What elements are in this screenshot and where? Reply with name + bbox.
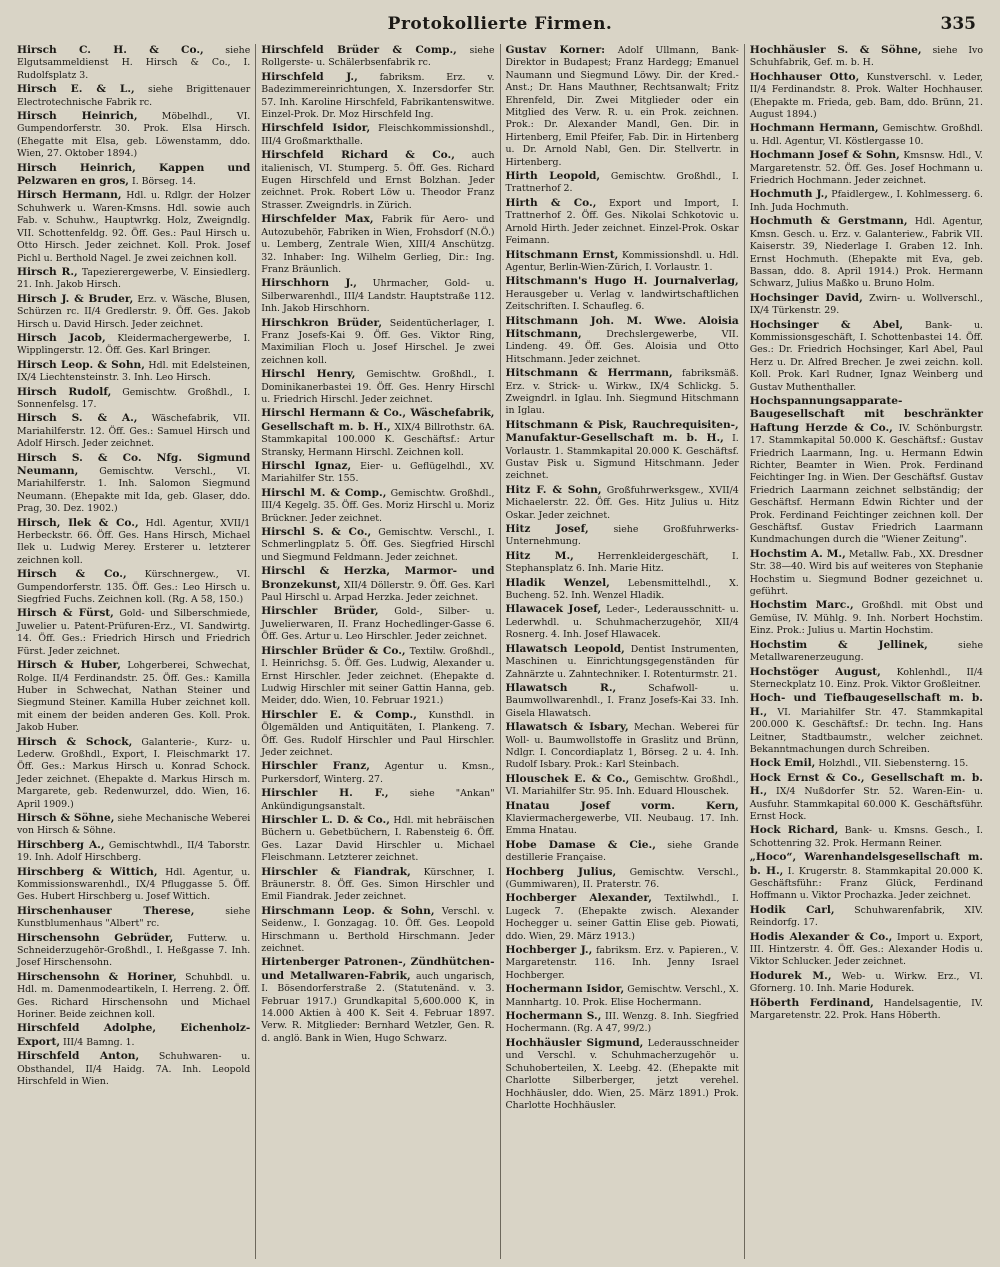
firm-details: Bank- u. Kommissionsgeschäft, I. Schottenbastei 14. Öff. Ges.: Dr. Friedrich Hochsinger, Karl Abel, Paul Herz u. Dr. Alfred Brecher. Je zwei zeichn. koll. Koll. Prok. Karl Rudner, Ignaz Weinberg und Gustav Muthenthaller. [749,319,983,393]
firm-entry [506,275,739,313]
firm-name: Hirschfeld J., [261,70,358,83]
firm-name: Höberth Ferdinand, [749,996,874,1009]
firm-name: Hochmann Josef & Sohn, [749,149,900,162]
firm-details: Gemischtw. Verschl., (Gummiwaren), II. Praterstr. 76. [505,866,739,890]
firm-name: Hochmuth J., [749,188,829,201]
firm-details: fabriksm. Erz. v. Papieren., V. Margaretenstr. 116. Inh. Jenny Israel Hochberger. [505,945,739,981]
page-title: Protokollierte Firmen. [387,14,613,34]
firm-entry [750,904,983,930]
firm-name: Hirschfeld Isidor, [261,122,371,135]
firm-name: Hirsch S. & Co. Nfg. Sigmund Neumann, [17,451,251,477]
firm-name: Hock Ernst & Co., Gesellschaft m. b. H., [749,771,983,798]
firm-entry [506,315,739,367]
firm-name: Hobe Damase & Cie., [505,838,656,851]
firm-name: Hirschler Brüder & Co., [261,644,406,657]
firm-details: Herrenkleidergeschäft, I. Stephansplatz 6. Inh. Marie Hitz. [505,550,739,575]
firm-name: Hochsinger & Abel, [749,318,904,331]
firm-details: Mechan. Weberei für Woll- u. Baumwollstoffe in Graslitz und Brünn, Ndlgr. I. Concordiaplatz 1, Börseg. 2 u. 4. Inh. Rudolf Isbary. Prok.: Karl Steinbach. [505,722,739,771]
firm-details: IV. Schönburgstr. 17. Stammkapital 50.000 K. Geschäftsf.: Gustav Friedrich Laarmann, Ing. u. Hermann Edwin Richter, Beamter in Wien. Prok. Ferdinand Feichtinger Ing. in Wien. Der Geschäftsf. Gustav Friedrich Laarmann zeichnet selbständig; der Geschäftsf. Hermann Edwin Richter und der Prok. Ferdinand Feichtinger zeichnen koll. Der Geschäftsf. Gustav Friedrich Laarmann Kundmachungen durch die "Wiener Zeitung". [749,422,983,546]
firm-entry [750,666,983,692]
firm-entry [261,905,494,956]
firm-name: Hirsch C. H. & Co., [17,44,204,56]
firm-details: Schafwoll- u. Baumwollwarenhdl., I. Franz Josefs-Kai 33. Inh. Gisela Hlawatsch. [505,682,739,719]
firm-entry [17,1022,250,1049]
firm-entry [506,419,739,483]
firm-name: Hochberger J., [505,944,593,957]
firm-name: Hlouschek E. & Co., [505,772,630,785]
firm-entry [261,814,494,865]
firm-entry [17,162,250,189]
firm-details: Wäschefabrik, VII. Mariahilferstr. 12. Öff. Ges.: Samuel Hirsch und Adolf Hirsch. Jeder zeichnet. [17,413,251,450]
firm-name: Hochberg Julius, [505,865,617,878]
firm-entry [261,407,494,459]
firm-name: Hochhäusler S. & Söhne, [749,44,922,56]
firm-name: Hochmann Hermann, [749,122,879,135]
firm-entry [506,1010,739,1036]
firm-details: Gemischtw. Verschl., X. Mannhartg. 10. Prok. Elise Hochermann. [505,984,739,1008]
firm-name: Hock Richard, [749,824,839,837]
firm-entry [17,266,250,292]
firm-entry [506,603,739,641]
firm-details: Kunstverschl. v. Leder, II/4 Ferdinandstr. 8. Prok. Walter Hochhauser. (Ehepakte m. Frieda, geb. Bam, ddo. Brünn, 21. August 1894.) [749,71,983,121]
firm-name: Hirsch E. & L., [17,83,135,96]
firm-details: siehe Mechanische Weberei von Hirsch & Söhne. [17,812,251,837]
firm-details: Hdl. Agentur, Kmsn. Gesch. u. Erz. v. Galanteriew., Fabrik VII. Kaiserstr. 39, Niederlage I. Graben 12. Inh. Ernst Hochmuth. (Ehepakte mit Eva, geb. Bassan, ddo. 8. April 1914.) Prok. Hermann Schwarz, Julius Maßko u. Bruno Holm. [749,216,983,290]
firm-details: Lohgerberei, Schwechat, Rolge. II/4 Ferdinandstr. 25. Öff. Ges.: Kamilla Huber in Schwechat, Nathan Steiner und Siegmund Steiner. Kamilla Huber zeichnet koll. mit einem der beiden anderen Ges. Koll. Prok. Jakob Huber. [17,660,251,734]
firm-entry [261,149,494,212]
firm-name: Hitz M., [505,549,574,562]
firm-details: Großfuhrwerksgew., XVII/4 Michaelerstr. 22. Öff. Ges. Hitz Julius u. Hitz Oskar. Jeder zeichnet. [505,484,739,521]
firm-entry [17,110,250,161]
firm-name: „Hoco“, Warenhandelsgesellschaft m. b. H., [749,851,983,877]
firm-name: Hirth & Co., [505,196,597,209]
firm-name: Hirsch & Co., [17,568,127,581]
firm-details: siehe Rollgerste- u. Schälerbsenfabrik rc. [261,45,495,69]
firm-entry [261,526,494,564]
firm-details: IX/4 Nußdorfer Str. 52. Waren-Ein- u. Ausfuhr. Stammkapital 60.000 K. Geschäftsführ. Ernst Hock. [749,786,983,822]
firm-details: Seidentücherlager, I. Franz Josefs-Kai 9. Öff. Ges. Viktor Ring, Maximilian Floch u. Josef Hirschel. Je zwei zeichnen koll. [261,317,495,366]
columns [12,44,988,1259]
firm-name: Hirschensohn Gebrüder, [17,931,174,944]
firm-name: Hirschl Henry, [261,368,356,381]
firm-details: Herausgeber u. Verlag v. landwirtschaftlichen Zeitschriften. I. Schaufleg. 6. [505,288,739,313]
firm-entry [750,548,983,599]
firm-entry [17,736,250,811]
firm-name: Hoch- und Tiefbaugesellschaft m. b. H., [749,692,983,718]
firm-name: Hochsinger David, [749,291,863,304]
firm-name: Hirschenhauser Therese, [17,904,195,917]
firm-entry [261,213,494,276]
firm-details: Import u. Export, III. Hintzerstr. 4. Öff. Ges.: Alexander Hodis u. Viktor Schlucker. Jeder zeichnet. [749,931,983,968]
firm-name: Hirsch, Ilek & Co., [17,516,139,529]
firm-entry [17,812,250,838]
firm-entry [261,317,494,368]
firm-entry [750,997,983,1023]
firm-entry [506,1037,739,1112]
firm-name: Hirschl S. & Co., [261,526,372,539]
firm-entry [506,643,739,681]
firm-entry [17,905,250,931]
firm-name: Hirsch Jacob, [17,331,106,344]
firm-details: Galanterie-, Kurz- u. Lederw. Großhdl., Export, I. Fleischmarkt 17. Öff. Ges.: Markus Hirsch u. Konrad Schock. Jeder zeichnet. (Ehepakte d. Markus Hirsch m. Margarete, geb. Redenwurzel, ddo. Wien, 16. April 1909.) [17,736,251,810]
firm-name: Hitz Josef, [505,523,589,536]
firm-entry [750,319,983,394]
firm-details: siehe Elgutsammeldienst H. Hirsch & Co., I. Rudolfsplatz 3. [17,45,251,81]
firm-details: Gemischtw. Verschl., VI. Mariahilferstr. 1. Inh. Salomon Siegmund Neumann. (Ehepakte mit Ida, geb. Glaser, ddo. Prag, 30. Dez. 1902.) [17,466,251,515]
firm-name: Hirsch Leop. & Sohn, [17,358,145,371]
firm-name: Hodis Alexander & Co., [749,930,893,943]
firm-name: Hirschl M. & Comp., [261,486,387,499]
firm-name: Hirschmann Leop. & Sohn, [261,904,435,917]
firm-name: Gustav Korner: [505,44,606,56]
firm-name: Hirschberg & Wittich, [17,865,158,878]
firm-details: Schuhwaren- u. Obsthandel, II/4 Haidg. 7A. Inh. Leopold Hirschfeld in Wien. [17,1051,251,1088]
firm-entry [17,83,250,109]
firm-entry [750,149,983,187]
firm-name: Hirschfeld Anton, [17,1050,140,1063]
firm-details: Gemischtw. Großhdl., VI. Mariahilfer Str. 95. Inh. Eduard Hlouschek. [505,773,739,798]
column-3 [501,44,745,1259]
firm-details: Kunsthdl. in Ölgemälden und Antiquitäten, I. Plankeng. 7. Öff. Ges. Rudolf Hirschler und Paul Hirschler. Jeder zeichnet. [261,709,495,758]
page-header [12,14,988,40]
firm-name: Hirschhorn J., [261,277,357,290]
firm-name: Hirschberg A., [17,838,105,851]
firm-entry [261,709,494,760]
firm-details: Gemischtw. Großhdl., I. Sonnenfelsg. 17. [17,386,251,410]
firm-name: Hirschler E. & Comp., [261,708,417,721]
firm-entry [17,568,250,606]
firm-name: Hitschmann Joh. M. Wwe. Aloisia Hitschmann, [505,314,739,340]
firm-details: Schuhbdl. u. Hdl. m. Damenmodeartikeln, I. Herreng. 2. Öff. Ges. Richard Hirschensohn und Michael Horiner. Beide zeichnen koll. [17,971,251,1021]
firm-details: Gemischtw. Großhdl., I. Dominikanerbastei 19. Öff. Ges. Henry Hirschl u. Friedrich Hirschl. Jeder zeichnet. [261,369,495,405]
firm-details: siehe Brigittenauer Electrotechnische Fabrik rc. [17,84,251,108]
firm-entry [750,395,983,547]
firm-details: Uhrmacher, Gold- u. Silberwarenhdl., III/4 Landstr. Hauptstraße 112. Inh. Jakob Hirschhorn. [261,278,495,315]
firm-details: Drechslergewerbe, VII. Lindeng. 49. Öff. Ges. Aloisia und Otto Hitschmann. Jeder zeichnet. [505,328,739,365]
firm-entry [261,760,494,786]
firm-name: Hirsch & Söhne, [17,811,115,824]
firm-entry [506,721,739,772]
firm-entry [506,249,739,275]
firm-entry [17,386,250,412]
firm-name: Hirsch S. & A., [17,412,138,425]
firm-details: Lebensmittelhdl., X. Bucheng. 52. Inh. Wenzel Hladik. [505,577,739,602]
firm-details: Eier- u. Geflügelhdl., XV. Mariahilfer Str. 155. [261,461,495,485]
firm-details: Hdl. Agentur, u. Kommissionswarenhdl., IX/4 Pfluggasse 5. Öff. Ges. Hubert Hirschberg u. Josef Wittich. [17,866,251,903]
firm-entry [261,487,494,525]
firm-details: I. Krugerstr. 8. Stammkapital 20.000 K. Geschäftsführ.: Franz Glück, Ferdinand Hoffmann u. Viktor Prochazka. Jeder zeichnet. [749,865,984,902]
firm-details: Kohlenhdl., II/4 Sterneckplatz 10. Einz. Prok. Viktor Großleitner. [749,666,983,690]
firm-details: Gold- und Silberschmiede, Juwelier u. Patent-Prüfuren-Erz., VI. Sandwirtg. 14. Öff. Ges.: Friedrich Hirsch und Friedrich Fürst. Jeder zeichnet. [17,608,251,657]
firm-name: Hirsch J. & Bruder, [17,292,134,305]
firm-name: Hirtenberger Patronen-, Zündhütchen- und Metallwaren-Fabrik, [261,956,495,982]
firm-name: Hirschfelder Max, [261,213,374,226]
firm-details: Erz. v. Wäsche, Blusen, Schürzen rc. II/4 Gredlerstr. 9. Öff. Ges. Jakob Hirsch u. David Hirsch. Jeder zeichnet. [17,293,251,330]
firm-entry [17,452,250,516]
firm-details: Handelsagentie, IV. Margaretenstr. 22. Prok. Hans Höberth. [749,997,983,1022]
firm-entry [506,197,739,248]
firm-entry [261,71,494,122]
firm-name: Hirschler Brüder, [261,605,379,618]
firm-details: Kommissionshdl. u. Hdl. Agentur, Berlin-Wien-Zürich, I. Vorlaustr. 1. [505,249,739,273]
firm-details: Gemischtwhdl., II/4 Taborstr. 19. Inh. Adolf Hirschberg. [17,839,251,864]
firm-entry [750,122,983,148]
firm-name: Hnatau Josef vorm. Kern, [505,799,739,812]
firm-details: Fabrik für Aero- und Autozubehör, Fabriken in Wien, Frohsdorf (N.Ö.) u. Lemberg, Zentrale Wien, XIII/4 Anschützg. 32. Inhaber: Ing. Wilhelm Gerlieg, Dir.: Ing. Franz Bräunlich. [261,214,495,275]
firm-entry [506,866,739,892]
firm-details: Kürschnergew., VI. Gumpendorferstr. 135. Öff. Ges.: Leo Hirsch u. Siegfried Fuchs. Zeichnen koll. (Rg. A 58, 150.) [17,569,251,606]
firm-entry [261,44,494,70]
firm-details: Hdl. Agentur, XVII/1 Herbeckstr. 66. Öff. Ges. Hans Hirsch, Michael Ilek u. Ludwig Merey. Ersterer u. letzterer zeichnen koll. [17,517,251,566]
firm-entry [750,692,983,756]
firm-entry [506,983,739,1009]
firm-name: Hochspannungsapparate-Baugesellschaft mit beschränkter Haftung Herzde & Co., [749,394,983,434]
firm-name: Hladik Wenzel, [505,576,610,589]
firm-details: Klaviermachergewerbe, VII. Neubaug. 17. Inh. Emma Hnatau. [505,812,739,837]
firm-details: Tapezierergewerbe, V. Einsiedlerg. 21. Inh. Jakob Hirsch. [17,266,251,291]
firm-name: Hirschl Hermann & Co., Wäschefabrik, Gesellschaft m. b. H., [261,407,495,433]
firm-details: auch ungarisch, I. Bösendorferstraße 2. (Statutenänd. v. 3. Februar 1917.) Grundkapital 5,600.000 K, in 14.000 Aktien à 400 K. Seit 4. Februar 1897. Verw. R. Mitglieder: Bernhard Wetzler, Gen. R. d. anglö. Bank in Wien, Hugo Schwarz. [261,970,495,1044]
firm-name: Hochstim A. M., [749,547,846,560]
firm-name: Hirschfeld Richard & Co., [261,149,455,162]
firm-details: Kleidermachergewerbe, I. Wipplingerstr. 12. Öff. Ges. Karl Bringer. [17,332,251,357]
firm-name: Hlawacek Josef, [505,603,602,616]
firm-entry [261,866,494,904]
firm-entry [506,44,739,169]
firm-details: siehe Grande destillerie Française. [505,839,739,864]
firm-name: Hochermann S., [505,1010,602,1023]
firm-name: Hochhauser Otto, [749,70,860,83]
firm-details: Agentur u. Kmsn., Purkersdorf, Winterg. 27. [261,761,495,785]
firm-details: Web- u. Wirkw. Erz., VI. Gfornerg. 10. Inh. Marie Hodurek. [749,970,984,995]
firm-details: Adolf Ullmann, Bank-Direktor in Budapest; Franz Hardegg; Emanuel Naumann und Siegmund Löwy. Dir. der Kred.-Anst.; Dr. Hans Mauthner, Rechtsanwalt; Fritz Ehrenfeld, Dir. Zwei Mitglieder oder ein Mitglied des Verw. R. u. ein Prok. zeichnen. Prok.: Dr. Alexander Mandl, Gen. Dir. in Hirtenberg, Emil Pfeifer, Fab. Dir. in Hirtenberg u. Dr. Arnold Nabl, Gen. Dir. Stellvertr. in Hirtenberg. [505,45,739,168]
firm-entry [750,757,983,770]
firm-entry [261,565,494,604]
firm-name: Hirth Leopold, [505,170,601,183]
firm-name: Hirsch Rudolf, [17,385,112,398]
firm-details: Gemischtw. Großhdl., III/4 Kegelg. 35. Öff. Ges. Moriz Hirschl u. Moriz Brückner. Jeder zeichnet. [261,487,495,524]
firm-entry [506,682,739,720]
column-2 [256,44,500,1259]
firm-details: siehe Kunstblumenhaus "Albert" rc. [17,905,251,930]
firm-name: Hirsch & Schock, [17,735,133,748]
firm-name: Hirschkron Brüder, [261,316,383,329]
firm-details: Kmsnsw. Hdl., V. Margaretenstr. 52. Öff. Ges. Josef Hochmann u. Friedrich Hochmann. Jeder zeichnet. [749,150,984,187]
firm-details: Gemischtw. Verschl., I. Schmerlingplatz 5. Öff. Ges. Siegfried Hirschl und Siegmund Feldmann. Jeder zeichnet. [261,527,495,563]
firm-details: Gemischtw. Großhdl., I. Trattnerhof 2. [505,171,739,195]
firm-name: Hitschmann Ernst, [505,248,619,261]
firm-details: Schuhwarenfabrik, XIV. Reindorfg. 17. [749,904,984,929]
firm-entry [750,639,983,665]
firm-entry [261,956,494,1045]
firm-name: Hirschl Ignaz, [261,460,352,472]
firm-details: I. Börseg. 14. [131,176,196,188]
firm-entry [750,215,983,290]
firm-name: Hirsch R., [17,265,78,278]
firm-name: Hirschler Franz, [261,760,370,773]
firm-details: Gold-, Silber- u. Juwelierwaren, II. Franz Hochedlinger-Gasse 6. Öff. Ges. Artur u. Leo Hirschler. Jeder zeichnet. [261,606,495,643]
firm-name: Hirsch Heinrich, Kappen und Pelzwaren en gros, [17,161,251,188]
firm-name: Hlawatsch R., [505,681,617,694]
firm-entry [750,188,983,214]
firm-entry [506,170,739,196]
firm-entry [17,517,250,568]
firm-name: Hochstöger August, [749,665,881,678]
firm-entry [261,645,494,708]
firm-details: auch italienisch, VI. Stumperg. 5. Öff. Ges. Richard Eugen Hirschfeld und Ernst Bolzhan. Jeder zeichnet. Prok. Robert Löw u. Theodor Franz Strasser. Zweigndrls. in Zürich. [261,150,495,211]
firm-details: Hdl. u. Rdlgr. der Holzer Schuhwerk u. Waren-Kmsns. Hdl. sowie auch Fab. v. Schuhw., Hauptwrkg. Holz, Zweigndlg. VII. Schottenfeldg. 92. Öff. Ges.: Paul Hirsch u. Otto Hirsch. Jeder zeichnet. Koll. Prok. Josef Pichl u. Berthold Nagel. Je zwei zeichnen koll. [17,190,251,264]
firm-name: Hodik Carl, [749,903,835,916]
firm-entry [17,332,250,358]
firm-details: Hdl. mit hebräischen Büchern u. Gebetbüchern, I. Rabensteig 6. Öff. Ges. Lazar David Hirschler u. Michael Fleischmann. Letzterer zeichnet. [261,814,495,864]
firm-details: Zwirn- u. Wollverschl., IX/4 Türkenstr. 29. [749,292,983,317]
firm-entry [750,824,983,850]
firm-entry [750,931,983,969]
firm-entry [17,932,250,970]
firm-details: Export und Import, I. Trattnerhof 2. Öff. Ges. Nikolai Schkotovic u. Arnold Hirth. Jeder zeichnet. Einzel-Prok. Oskar Feimann. [505,197,739,247]
firm-name: Hirschfeld Brüder & Comp., [261,44,457,56]
firm-details: fabriksmäß. Erz. v. Strick- u. Wirkw., IX/4 Schlickg. 5. Zweigndrl. in Iglau. Inh. Siegmund Hitschmann in Iglau. [505,368,739,417]
firm-details: Holzhdl., VII. Siebensterng. 15. [818,758,969,770]
firm-entry [750,71,983,122]
firm-entry [750,772,983,824]
firm-entry [17,1050,250,1088]
firm-entry [261,605,494,643]
firm-details: III. Wenzg. 8. Inh. Siegfried Hochermann. (Rg. A 47, 99/2.) [505,1011,739,1035]
firm-entry [261,368,494,406]
firm-entry [17,971,250,1022]
firm-details: Leder-, Lederausschnitt- u. Lederwhdl. u. Schuhmacherzugehör, XII/4 Rosnerg. 4. Inh. Josef Hlawacek. [505,604,739,641]
firm-entry [261,787,494,813]
firm-entry [506,839,739,865]
firm-name: Hodurek M., [749,969,832,982]
firm-entry [261,277,494,315]
firm-name: Hirsch Heinrich, [17,110,138,123]
firm-details: Fleischkommissionshdl., III/4 Großmarkthalle. [261,123,495,147]
firm-name: Hitschmann & Herrmann, [505,367,673,380]
firm-entry [506,944,739,982]
firm-name: Hochstim Marc., [749,599,854,612]
firm-details: Gemischtw. Großhdl. u. Hdl. Agentur, VI. Köstlergasse 10. [749,123,983,147]
firm-name: Hlawatsch & Isbary, [505,721,629,734]
firm-details: Bank- u. Kmsns. Gesch., I. Schottenring 32. Prok. Hermann Reiner. [749,825,984,849]
firm-details: Textilwhdl., I. Lugeck 7. (Ehepakte zwisch. Alexander Hochegger u. seiner Gattin Elise geb. Piowati, ddo. Wien, 29. März 1913.) [505,893,739,942]
firm-entry [750,292,983,318]
firm-name: Hirschler L. D. & Co., [261,813,390,826]
firm-details: siehe Großfuhrwerks-Unternehmung. [505,524,739,548]
firm-name: Hirschler & Fiandrak, [261,865,411,878]
firm-name: Hochberger Alexander, [505,892,652,905]
firm-name: Hirschfeld Adolphe, Eichenholz-Export, [17,1022,251,1048]
firm-name: Hirschl & Herzka, Marmor- und Bronzekunst, [261,565,495,591]
firm-entry [17,839,250,865]
firm-name: Hirsch Hermann, [17,189,122,202]
firm-details: XIX/4 Billrothstr. 6A. Stammkapital 100.000 K. Geschäftsf.: Artur Stransky, Hermann Hirschl. Zeichnen koll. [261,421,495,458]
firm-name: Hochhäusler Sigmund, [505,1036,644,1049]
firm-entry [17,44,250,82]
firm-entry [261,122,494,148]
firm-entry [506,773,739,799]
firm-name: Hirsch & Fürst, [17,607,114,620]
firm-name: Hitschmann's Hugo H. Journalverlag, [505,275,739,288]
firm-details: III/4 Bamng. 1. [63,1036,135,1048]
firm-name: Hirsch & Huber, [17,659,121,672]
firm-details: siehe Metallwarenerzeugung. [749,639,983,664]
firm-details: Pfaidlergew., I. Kohlmesserg. 6. Inh. Juda Hochmuth. [749,189,983,213]
firm-name: Hochermann Isidor, [505,983,625,996]
firm-details: siehe Ivo Schuhfabrik, Gef. m. b. H. [749,45,983,69]
firm-details: Kürschner, I. Bräunerstr. 8. Öff. Ges. Simon Hirschler und Emil Fiandrak. Jeder zeichnet. [261,866,495,903]
column-1 [12,44,256,1259]
firm-name: Hochmuth & Gerstmann, [749,215,908,228]
firm-name: Hlawatsch Leopold, [505,642,625,655]
firm-name: Hitz F. & Sohn, [505,483,602,496]
firm-details: Möbelhdl., VI. Gumpendorferstr. 30. Prok. Elsa Hirsch. (Ehegatte mit Elsa, geb. Löwenstamm, ddo. Wien, 27. Oktober 1894.) [17,111,251,160]
firm-entry [17,866,250,904]
firm-details: siehe "Ankan" Ankündigungsanstalt. [261,788,495,812]
firm-entry [506,550,739,576]
firm-details: Futterw. u. Schneiderzugehör-Großhdl., I. Heßgasse 7. Inh. Josef Hirschensohn. [17,932,251,969]
firm-details: Textilw. Großhdl., I. Heinrichsg. 5. Öff. Ges. Ludwig, Alexander u. Ernst Hirschler. Jeder zeichnet. (Ehepakte d. Ludwig Hirschler mit seiner Gattin Hanna, geb. Meider, ddo. Wien, 10. Februar 1921.) [261,645,495,707]
firm-entry [506,367,739,418]
firm-details: Verschl. v. Seidenw., I. Gonzagag. 10. Öff. Ges. Leopold Hirschmann u. Berthold Hirschmann. Jeder zeichnet. [261,905,495,955]
firm-name: Hirschler H. F., [261,787,389,800]
firm-details: fabriksm. Erz. v. Badezimmereinrichtungen, X. Inzersdorfer Str. 57. Inh. Karoline Hirschfeld, Fabrikantenswitwe. Einzel-Prok. Dr. Moz Hirschfeld Ing. [261,71,495,121]
firm-entry [506,800,739,838]
firm-entry [506,484,739,522]
firm-entry [750,44,983,70]
firm-entry [17,607,250,658]
firm-details: Großhdl. mit Obst und Gemüse, IV. Mühlg. 9. Inh. Norbert Hochstim. Einz. Prok.: Julius u. Martin Hochstim. [749,600,983,637]
firm-name: Hitschmann & Pisk, Rauchrequisiten-, Manufaktur-Gesellschaft m. b. H., [505,418,739,445]
firm-entry [261,460,494,486]
firm-entry [750,970,983,996]
firm-details: Metallw. Fab., XX. Dresdner Str. 38—40. Wird bis auf weiteres von Stephanie Hochstim u. Siegmund Bodner gezeichnet u. geführt. [749,548,983,598]
firm-entry [506,523,739,549]
firm-details: VI. Mariahilfer Str. 47. Stammkapital 200.000 K. Geschäftsf.: Dr. techn. Ing. Hans Leitner, Stadtbaumstr., welcher zeichnet. Bekanntmachungen durch Schreiben. [749,706,983,755]
firm-entry [17,659,250,734]
firm-details: Dentist Instrumenten, Maschinen u. Einrichtungsgegenständen für Zahnärzte u. Zahntechniker. I. Rotenturmstr. 21. [505,643,739,680]
column-4 [745,44,988,1259]
firm-entry [17,189,250,264]
firm-details: I. Vorlaustr. 1. Stammkapital 20.000 K. Geschäftsf. Gustav Pisk u. Sigmund Hitschmann. Jeder zeichnet. [505,433,739,482]
firm-entry [750,851,983,903]
firm-name: Hock Emil, [749,757,816,770]
page-number: 335 [940,14,976,34]
firm-entry [17,412,250,450]
firm-entry [506,892,739,943]
firm-details: XII/4 Döllerstr. 9. Öff. Ges. Karl Paul Hirschl u. Arpad Herzka. Jeder zeichnet. [261,579,495,604]
firm-name: Hochstim & Jellinek, [749,638,928,651]
firm-entry [506,577,739,603]
firm-entry [17,359,250,385]
firm-details: Lederausschneider und Verschl. v. Schuhmacherzugehör u. Schuhoberteilen, X. Leebg. 42. (Ehepakte mit Charlotte Silberberger, jetzt verehel. Hochhäusler, ddo. Wien, 25. März 1891.) Prok. Charlotte Hochhäusler. [505,1037,739,1111]
firm-entry [17,293,250,331]
firm-details: Hdl. mit Edelsteinen, IX/4 Liechtensteinstr. 3. Inh. Leo Hirsch. [17,359,251,384]
firm-entry [750,599,983,637]
firm-name: Hirschensohn & Horiner, [17,970,177,983]
